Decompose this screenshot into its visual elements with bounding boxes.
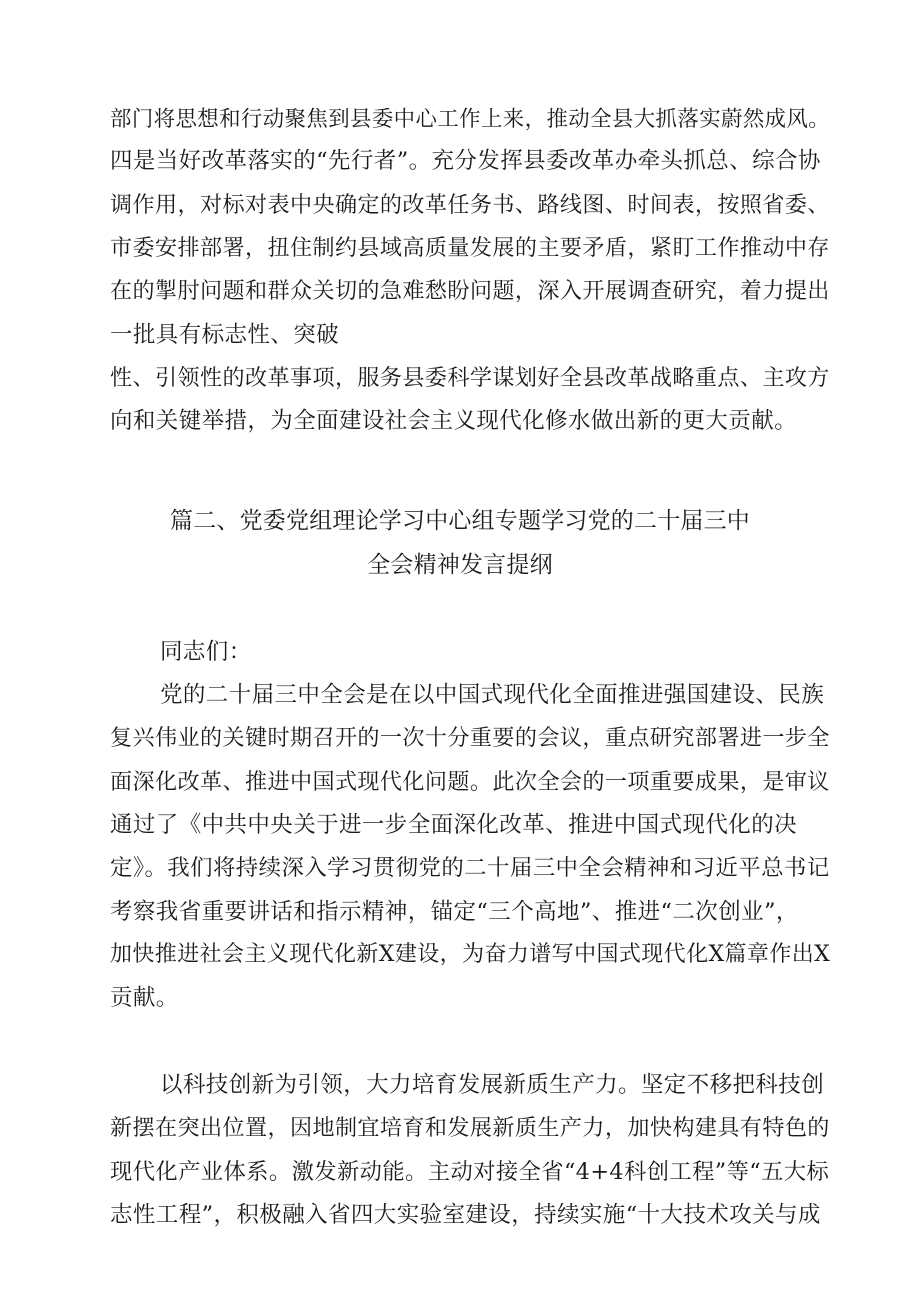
body-text-line: 现代化产业体系。激发新动能。主动对接全省“4+4科创工程”等“五大标 xyxy=(110,1159,830,1185)
body-text-line: 调作用，对标对表中央确定的改革任务书、路线图、时间表，按照省委、 xyxy=(110,192,830,218)
body-text-line: 通过了《中共中央关于进一步全面深化改革、推进中国式现代化的决 xyxy=(110,812,798,838)
section-title-continued: 全会精神发言提纲 xyxy=(367,552,553,578)
body-text-line: 复兴伟业的关键时期召开的一次十分重要的会议，重点研究部署进一步全 xyxy=(110,725,830,751)
body-text-line: 考察我省重要讲话和指示精神，锚定“三个高地”、推进“二次创业”， xyxy=(110,899,799,925)
body-text-line: 在的掣肘问题和群众关切的急难愁盼问题，深入开展调查研究，着力提出 xyxy=(110,278,830,304)
body-text-line: 四是当好改革落实的“先行者”。充分发挥县委改革办牵头抓总、综合协 xyxy=(110,148,821,174)
body-text-line: 加快推进社会主义现代化新X建设，为奋力谱写中国式现代化X篇章作出X xyxy=(110,942,831,967)
body-text-line: 部门将思想和行动聚焦到县委中心工作上来，推动全县大抓落实蔚然成风。 xyxy=(110,107,831,132)
body-text-line: 以科技创新为引领，大力培育发展新质生产力。坚定不移把科技创 xyxy=(160,1072,825,1098)
body-text-line: 定》。我们将持续深入学习贯彻党的二十届三中全会精神和习近平总书记 xyxy=(110,855,830,881)
body-text-line: 性、引领性的改革事项，服务县委科学谋划好全县改革战略重点、主攻方 xyxy=(110,365,830,391)
body-text-line: 党的二十届三中全会是在以中国式现代化全面推进强国建设、民族 xyxy=(160,682,825,708)
section-title: 篇二、党委党组理论学习中心组专题学习党的二十届三中 xyxy=(170,508,750,534)
body-text-line: 贡献。 xyxy=(110,985,179,1011)
body-text-line: 志性工程”，积极融入省四大实验室建设，持续实施“十大技术攻关与成 xyxy=(110,1202,821,1228)
body-text-line: 向和关键举措，为全面建设社会主义现代化修水做出新的更大贡献。 xyxy=(110,408,798,434)
body-text-line: 市委安排部署，扭住制约县域高质量发展的主要矛盾，紧盯工作推动中存 xyxy=(110,235,830,261)
body-text-line: 一批具有标志性、突破 xyxy=(110,322,340,348)
body-text-line: 面深化改革、推进中国式现代化问题。此次全会的一项重要成果，是审议 xyxy=(110,769,830,795)
body-text-line: 新摆在突出位置，因地制宜培育和发展新质生产力，加快构建具有特色的 xyxy=(110,1115,830,1141)
salutation: 同志们： xyxy=(160,639,252,665)
